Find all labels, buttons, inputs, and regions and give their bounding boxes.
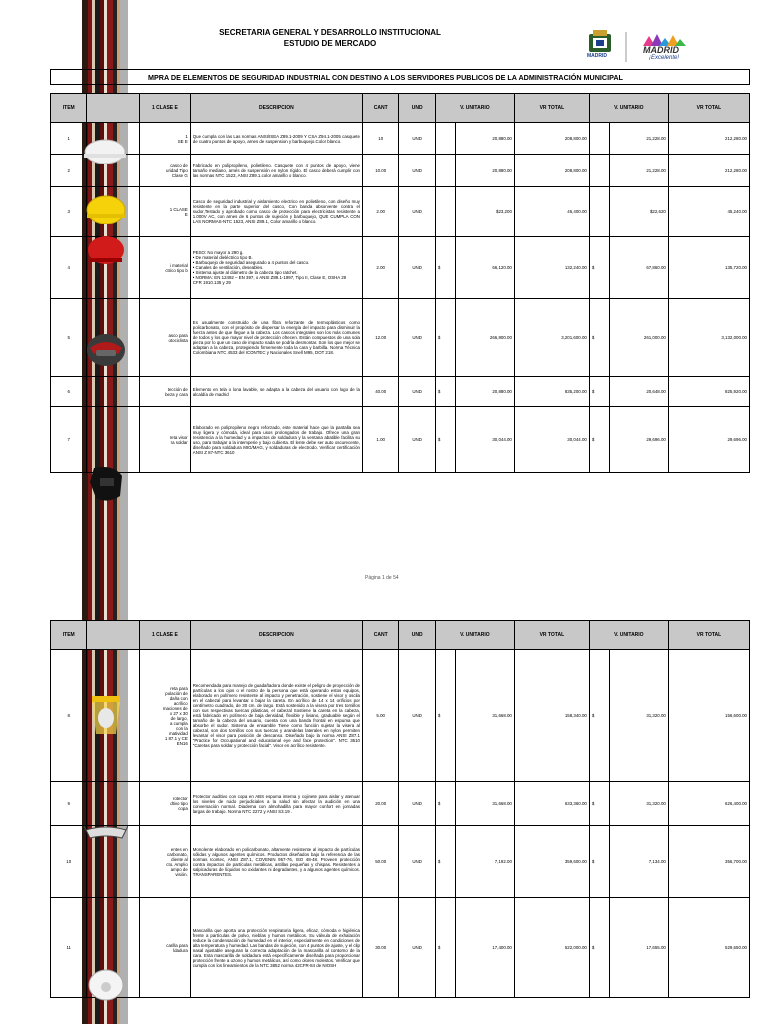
description-cell: PESO: No mayor a 290 g. • De material dieléctrico tipo B. • Barbuquejo de seguridad asegurado a 4 puntos del casco. • Canales de ventilación, deseables. • Sistema ajuste al diámetro de la cabeza tipo ratchet. • NORMA: EN 12492 – EN 397, o ANSI Z89.1-1997, Tipo II, Clase E, OSHA 29 CFR 1910.135 y 29 — [190, 237, 362, 299]
item-cell: 10 — [51, 826, 87, 898]
cant-cell: 1.00 — [362, 407, 398, 473]
items-table-page2 — [50, 620, 750, 998]
vunit1-cell: 66,120.00 — [456, 237, 515, 299]
table-row — [51, 407, 750, 473]
vrtotal1-cell: 208,800.00 — [514, 123, 589, 155]
item-cell: 11 — [51, 898, 87, 998]
currency-cell — [589, 123, 609, 155]
und-cell: UND — [399, 898, 435, 998]
safety-glasses-icon — [84, 822, 128, 842]
description-cell: Recomendada para manejo de guadañadora donde existe el peligro de proyección de partículas a los ojos o el rostro de la persona que está operando estos equipos, elaborado en polímero resistente al impacto y penetración, sostiene el visor y oscila en el cabezal para levantar o bajar la careta. En acrílico de 14 x 14 orificios por centímetro cuadrado, de 30 cm. de largo. Está sostenido a la visera por tres tornillos con sus respectivas tuercas plásticas, el cabezal Sostiene la careta en la cabeza, está fabricado en polímero de baja densidad, flexible y liviano, graduable según el tamaño de la cabeza del usuario, cuenta con una banda frontal en espuma que absorbe el sudor. Sistema de ensamble Tiene como función sujetar la visera al cabezal, son dos tornillos con sus tuercas y arandelas laterales en nylon permiten levantar el visor para posición de descanso. Diseñado bajo la norma ANSI Z87.1 "Practice for Occupational and educational eye and face protection". NTC 3610 "Caretas para soldar y protección facial". Visor en acrílico resistente. — [190, 650, 362, 782]
currency-cell: $ — [435, 237, 455, 299]
logo-right-slogan: ¡Excelente! — [649, 55, 680, 61]
description-cell: Que cumpla con las Las normas ANSI/ISEA Z89.1-2009 Y CSA Z94.1-2005 casquete de cuatro puntos de apoyo, arnes de suspension y barbuquejo.Color blanco. — [190, 123, 362, 155]
currency-cell: $ — [435, 377, 455, 407]
currency-cell — [435, 187, 455, 237]
vunit2-cell: 20,648.00 — [610, 377, 669, 407]
currency-cell: $ — [589, 407, 609, 473]
col-clase: 1 CLASE E — [140, 621, 191, 650]
vunit2-cell: 31,320.00 — [610, 650, 669, 782]
vunit2-cell: 17,655.00 — [610, 898, 669, 998]
table-row — [51, 898, 750, 998]
col-vrtotal2: VR TOTAL — [668, 621, 749, 650]
vunit2-cell: 21,228.00 — [610, 155, 669, 187]
document-header — [180, 27, 480, 49]
respirator-mask-icon — [84, 965, 128, 1003]
table-row — [51, 650, 750, 782]
item-cell: 9 — [51, 782, 87, 826]
col-vrtotal2: VR TOTAL — [668, 94, 749, 123]
vrtotal2-cell: 3,132,000.00 — [668, 299, 749, 377]
cant-cell: 30.00 — [362, 898, 398, 998]
description-cell: Es usualmente construido de una fibra reforzante de termoplásticos como policarbonato, con el propósito de dispersar la energía del impacto para disminuir la fuerza antes de que llegue a la cabeza. Los cascos integrales son los más comunes de todos y los que mayor nivel de protección ofrecen. Están compuestos de una sola pieza por lo que un caso de impacto nada se podría desmontar. Son los que mejor se adaptan a la cabeza, protegiendo firmemente toda la cara y barbilla. Norma Técnica Colombiana NTC 4533 del ICONTEC y Nacionales Snell M95, DOT 218. — [190, 299, 362, 377]
logo-left-text: MADRID — [587, 53, 607, 59]
vrtotal2-cell: 825,920.00 — [668, 377, 749, 407]
item-cell: 4 — [51, 237, 87, 299]
description-cell: Elemento en tela o lona lavable, se adapta a la cabeza del usuario con logo de la alcaldía de madrid — [190, 377, 362, 407]
currency-cell: $ — [435, 299, 455, 377]
col-descripcion: DESCRIPCION — [190, 94, 362, 123]
und-cell: UND — [399, 377, 435, 407]
image-cell — [87, 377, 140, 407]
vunit1-cell: 31,668.00 — [456, 650, 515, 782]
header-line2: ESTUDIO DE MERCADO — [283, 39, 377, 48]
col-item: ITEM — [51, 94, 87, 123]
logo-right-text: MADRID — [643, 45, 679, 55]
col-und: UND — [399, 621, 435, 650]
table-row — [51, 377, 750, 407]
vunit1-cell: 31,668.00 — [456, 782, 515, 826]
item-cell: 5 — [51, 299, 87, 377]
vrtotal1-cell: 46,400.00 — [514, 187, 589, 237]
name-cell: reta visor ra soldar — [140, 407, 191, 473]
name-cell: carilla para ldadura — [140, 898, 191, 998]
und-cell: UND — [399, 299, 435, 377]
table-row — [51, 299, 750, 377]
name-cell: 1 SE E — [140, 123, 191, 155]
col-vunit2: V. UNITARIO — [589, 621, 668, 650]
items-table-page1 — [50, 93, 750, 473]
table-row — [51, 155, 750, 187]
description-cell: Monolente elaborado en policarbonato, altamente resistente al impacto de partículas sólidas y algunos agentes químicos. Productos diseñados bajo la referencia de las normas Icontec, ANSI Z87.1, COVENIN 957-76, ISO 48-48. Proveen protección contra impactos de partículas metálicas, astillas pequeñas y chispas. Resistentes a salpicaduras de líquidos no oxidantes ni degradantes, y a algunos agentes químicos. TRANSPARENTES. — [190, 826, 362, 898]
vrtotal1-cell: 633,360.00 — [514, 782, 589, 826]
vrtotal1-cell: 3,201,600.00 — [514, 299, 589, 377]
name-cell: reta para pulación de daña con acrílico maciones de x 27 x 30 de largo, a cumpla con la matividad 1 87.1 y CE EN16 — [140, 650, 191, 782]
description-cell: Casco de seguridad industrial y aislamiento electrico en polietileno, con diseño muy resistente en la parte superior del casco, Con banda absorvente contra el sudor,Testado y aprobado como casco de protección para electricistas resistente a 1.000V AC, con arnes de 6 puntos de sujeción y barbuquejo, QUE CUMPLA CON LAS NORMAS-NTC 1523, ANSI Z89.1, Color amarillo o blanco. — [190, 187, 362, 237]
name-cell: casco de uridad Tipo Clase G — [140, 155, 191, 187]
col-image — [87, 621, 140, 650]
vrtotal2-cell: 29,696.00 — [668, 407, 749, 473]
col-descripcion: DESCRIPCION — [190, 621, 362, 650]
und-cell: UND — [399, 187, 435, 237]
und-cell: UND — [399, 123, 435, 155]
und-cell: UND — [399, 650, 435, 782]
vunit2-cell: 67,860.00 — [610, 237, 669, 299]
vunit1-cell: 266,800.00 — [456, 299, 515, 377]
vrtotal2-cell: 135,720.00 — [668, 237, 749, 299]
currency-cell: $ — [435, 407, 455, 473]
description-cell: Fabricado en polipropileno, polietileno. Casquete con 4 puntos de apoyo, viene tamaño mediano, arnés de suspensión en nylon rígido. El casco deberá cumplir con las normas NTC 1523, ANSI Z89.1.color amarillo o blanco. — [190, 155, 362, 187]
document-title: MPRA DE ELEMENTOS DE SEGURIDAD INDUSTRIAL CON DESTINO A LOS SERVIDORES PUBLICOS DE LA ADMINISTRACIÓN MUNICIPAL — [50, 69, 750, 85]
col-item: ITEM — [51, 621, 87, 650]
cant-cell: 50.00 — [362, 826, 398, 898]
vunit1-cell: 7,192.00 — [456, 826, 515, 898]
page-number: Página 1 de 54 — [365, 575, 399, 581]
col-vunit2: V. UNITARIO — [589, 94, 668, 123]
currency-cell — [589, 187, 609, 237]
item-cell: 2 — [51, 155, 87, 187]
name-cell: rotector dtivo tipo copa — [140, 782, 191, 826]
name-cell: asco para otociclista — [140, 299, 191, 377]
vrtotal2-cell: 45,240.00 — [668, 187, 749, 237]
cant-cell: 5.00 — [362, 650, 398, 782]
item-cell: 7 — [51, 407, 87, 473]
und-cell: UND — [399, 237, 435, 299]
currency-cell: $ — [589, 377, 609, 407]
col-clase: 1 CLASE E — [140, 94, 191, 123]
vunit2-cell: 31,320.00 — [610, 782, 669, 826]
header-line1: SECRETARIA GENERAL Y DESARROLLO INSTITUCIONAL — [219, 28, 441, 37]
currency-cell — [435, 123, 455, 155]
col-cant: CANT — [362, 621, 398, 650]
vunit1-cell: 20,880.00 — [456, 123, 515, 155]
red-helmet-icon — [84, 232, 128, 278]
table-row — [51, 123, 750, 155]
item-cell: 8 — [51, 650, 87, 782]
logos — [583, 28, 695, 66]
vunit1-cell: 20,880.00 — [456, 155, 515, 187]
cant-cell: 20.00 — [362, 782, 398, 826]
cant-cell: 10.00 — [362, 155, 398, 187]
item-cell: 6 — [51, 377, 87, 407]
vrtotal1-cell: 158,340.00 — [514, 650, 589, 782]
vrtotal2-cell: 212,280.00 — [668, 155, 749, 187]
cant-cell: 2.00 — [362, 187, 398, 237]
vunit2-cell: $22,620 — [610, 187, 669, 237]
cant-cell: 40.00 — [362, 377, 398, 407]
vunit2-cell: 21,228.00 — [610, 123, 669, 155]
col-image — [87, 94, 140, 123]
currency-cell: $ — [589, 650, 609, 782]
vrtotal1-cell: 522,000.00 — [514, 898, 589, 998]
motorcycle-helmet-icon — [84, 330, 128, 368]
col-vrtotal1: VR TOTAL — [514, 94, 589, 123]
vrtotal1-cell: 132,240.00 — [514, 237, 589, 299]
vrtotal1-cell: 208,800.00 — [514, 155, 589, 187]
table-row — [51, 187, 750, 237]
currency-cell: $ — [589, 299, 609, 377]
currency-cell: $ — [589, 898, 609, 998]
currency-cell: $ — [435, 650, 455, 782]
name-cell: i material ctrico tipo b — [140, 237, 191, 299]
currency-cell — [435, 155, 455, 187]
vrtotal2-cell: 529,650.00 — [668, 898, 749, 998]
vunit1-cell: 17,400.00 — [456, 898, 515, 998]
name-cell: entes en carbonato, diente al cto. Amplio ampo de visión. — [140, 826, 191, 898]
vunit1-cell: 30,044.00 — [456, 407, 515, 473]
item-cell: 3 — [51, 187, 87, 237]
col-vunit1: V. UNITARIO — [435, 621, 514, 650]
und-cell: UND — [399, 826, 435, 898]
name-cell: 1 CLASE E — [140, 187, 191, 237]
currency-cell: $ — [435, 826, 455, 898]
description-cell: Mascarilla que aporta una protección respiratoria ligera, eficaz, cómoda e higiénica frente a partículas de polvo, nieblas y humos metálicos. Su válvula de exhalación reduce la condensación de humedad en el interior, especialmente en condiciones de alta temperatura y humedad. Las bandas de sujeción, con 4 puntos de ajuste, y el clip nasal ajustable aseguran la correcta adaptación de la mascarilla al contorno de la cara. Esta mascarilla de soldadura está específicamente diseñada para proporcionar protección frente a ozono y humos metálicos, así como olores molestos. Verificar que cumpla con los lineamientos de la NTC 3852 norma 42CFR-84 de NIOSH — [190, 898, 362, 998]
cant-cell: 2.00 — [362, 237, 398, 299]
vrtotal2-cell: 212,280.00 — [668, 123, 749, 155]
vrtotal1-cell: 835,200.00 — [514, 377, 589, 407]
col-vunit1: V. UNITARIO — [435, 94, 514, 123]
vrtotal2-cell: 356,700.00 — [668, 826, 749, 898]
und-cell: UND — [399, 407, 435, 473]
name-cell: tección de beza y cara — [140, 377, 191, 407]
image-cell — [87, 782, 140, 826]
vunit1-cell: 20,880.00 — [456, 377, 515, 407]
welding-mask-icon — [84, 462, 128, 506]
currency-cell: $ — [435, 782, 455, 826]
table-row — [51, 826, 750, 898]
currency-cell: $ — [435, 898, 455, 998]
und-cell: UND — [399, 782, 435, 826]
table-header-row — [51, 621, 750, 650]
vunit2-cell: 29,696.00 — [610, 407, 669, 473]
col-vrtotal1: VR TOTAL — [514, 621, 589, 650]
table-header-row — [51, 94, 750, 123]
white-helmet-icon — [82, 132, 128, 164]
vrtotal2-cell: 156,600.00 — [668, 650, 749, 782]
description-cell: Protector auditivo con copa en ABS espuma interna y cojinete para aislar y atenuar los niveles de ruido perjudiciales a la salud sin afectar la audición en una conversación normal. Diadema con almohadilla para mayor confort en jornadas largas de trabajo. Norma NTC 2272 y ANSI S3.19 . — [190, 782, 362, 826]
vrtotal1-cell: 30,044.00 — [514, 407, 589, 473]
table-row — [51, 237, 750, 299]
cant-cell: 12.00 — [362, 299, 398, 377]
description-cell: Elaborado en polipropileno negro reforzado, este material hace que la pantalla sea muy ligera y cómoda, ideal para usos prolongados de trabajo. Ofrece una gran resistencia a la humedad y a impactos de soldadura y la ventana abatible facilita su uso, para trabajar a la intemperie y bajo cubierta. El lente debe ser auto oscurecente, diseñado para soldadura MIG/MAG, y soldaduras de electrodo. Verificar certificación ANSI Z 87-NTC 3610 — [190, 407, 362, 473]
cant-cell: 10 — [362, 123, 398, 155]
vrtotal2-cell: 626,400.00 — [668, 782, 749, 826]
vrtotal1-cell: 359,600.00 — [514, 826, 589, 898]
und-cell: UND — [399, 155, 435, 187]
col-cant: CANT — [362, 94, 398, 123]
vunit2-cell: 7,134.00 — [610, 826, 669, 898]
face-shield-icon — [84, 690, 128, 738]
col-und: UND — [399, 94, 435, 123]
vunit1-cell: $23,200 — [456, 187, 515, 237]
table-row — [51, 782, 750, 826]
currency-cell: $ — [589, 782, 609, 826]
item-cell: 1 — [51, 123, 87, 155]
currency-cell: $ — [589, 237, 609, 299]
yellow-helmet-icon — [84, 188, 128, 224]
currency-cell: $ — [589, 826, 609, 898]
vunit2-cell: 261,000.00 — [610, 299, 669, 377]
currency-cell — [589, 155, 609, 187]
